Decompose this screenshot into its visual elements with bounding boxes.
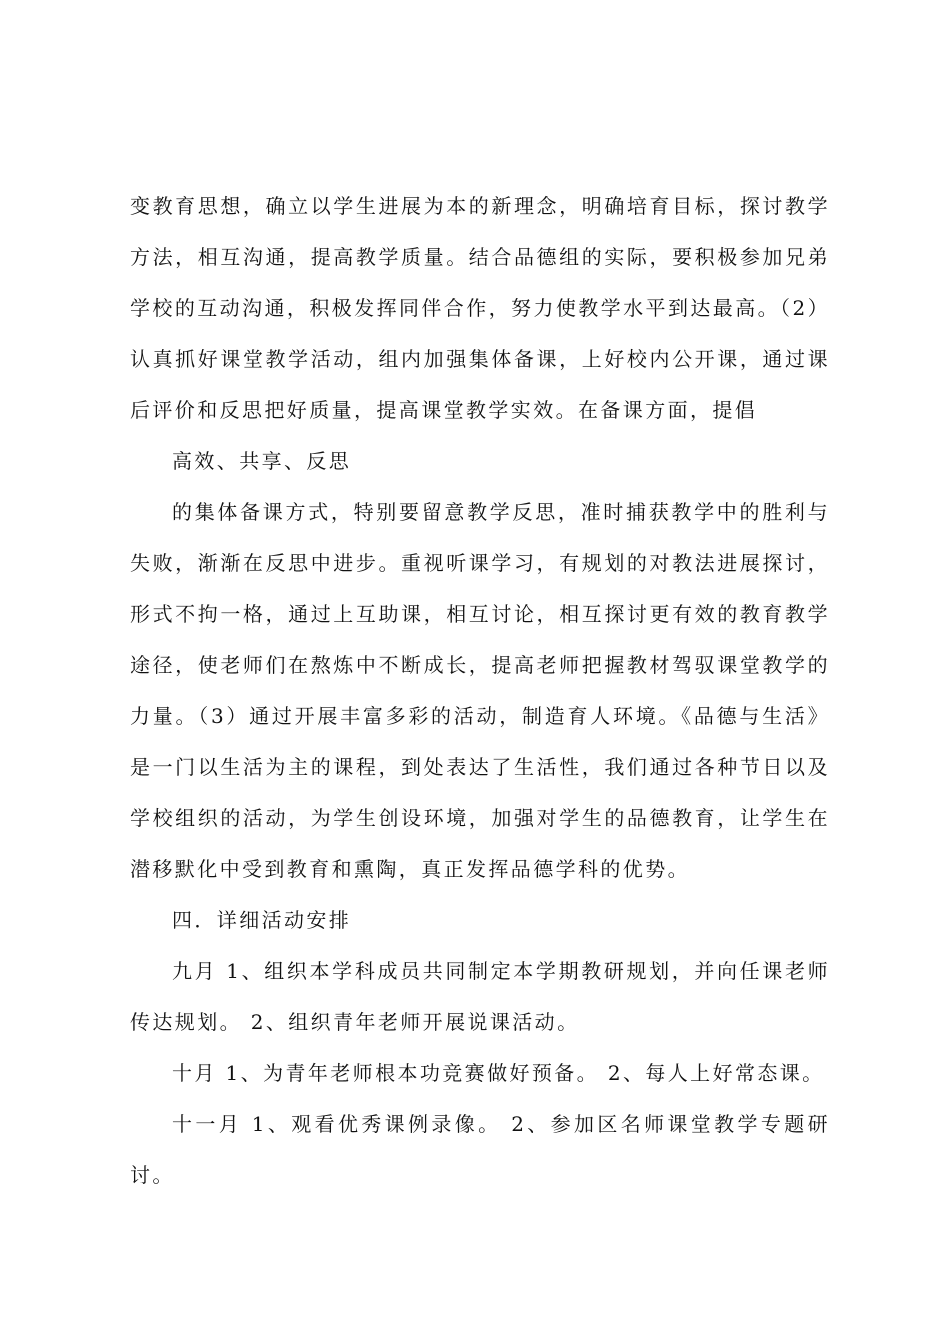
section-heading: 四．详细活动安排: [172, 908, 352, 932]
text-line: 方法，相互沟通，提高教学质量。结合品德组的实际，要积极参加兄弟: [130, 245, 830, 269]
text-line: 形式不拘一格，通过上互助课，相互讨论，相互探讨更有效的教育教学: [130, 602, 830, 626]
text-line: 是一门以生活为主的课程，到处表达了生活性，我们通过各种节日以及: [130, 755, 830, 779]
text-line: 学校组织的活动，为学生创设环境，加强对学生的品德教育，让学生在: [130, 806, 830, 830]
text-line: 认真抓好课堂教学活动，组内加强集体备课，上好校内公开课，通过课: [130, 347, 830, 371]
text-line: 变教育思想，确立以学生进展为本的新理念，明确培育目标，探讨教学: [130, 194, 830, 218]
text-line: 十月 1、为青年老师根本功竞赛做好预备。 2、每人上好常态课。: [172, 1061, 825, 1085]
text-line: 的集体备课方式，特别要留意教学反思，准时捕获教学中的胜利与: [172, 500, 830, 524]
text-line: 途径，使老师们在熬炼中不断成长，提高老师把握教材驾驭课堂教学的: [130, 653, 830, 677]
text-line: 讨。: [130, 1163, 175, 1187]
text-line: 失败，渐渐在反思中进步。重视听课学习，有规划的对教法进展探讨，: [130, 551, 830, 575]
text-line: 潜移默化中受到教育和熏陶，真正发挥品德学科的优势。: [130, 857, 690, 881]
text-line: 高效、共享、反思: [172, 449, 352, 473]
text-line: 力量。（3）通过开展丰富多彩的活动，制造育人环境。《品德与生活》: [130, 704, 830, 728]
text-line: 后评价和反思把好质量，提高课堂教学实效。在备课方面，提倡: [130, 398, 758, 422]
text-line: 传达规划。 2、组织青年老师开展说课活动。: [130, 1010, 580, 1034]
text-line: 学校的互动沟通，积极发挥同伴合作，努力使教学水平到达最高。（2）: [130, 296, 830, 320]
text-line: 十一月 1、观看优秀课例录像。 2、参加区名师课堂教学专题研: [172, 1112, 830, 1136]
text-line: 九月 1、组织本学科成员共同制定本学期教研规划，并向任课老师: [172, 959, 830, 983]
